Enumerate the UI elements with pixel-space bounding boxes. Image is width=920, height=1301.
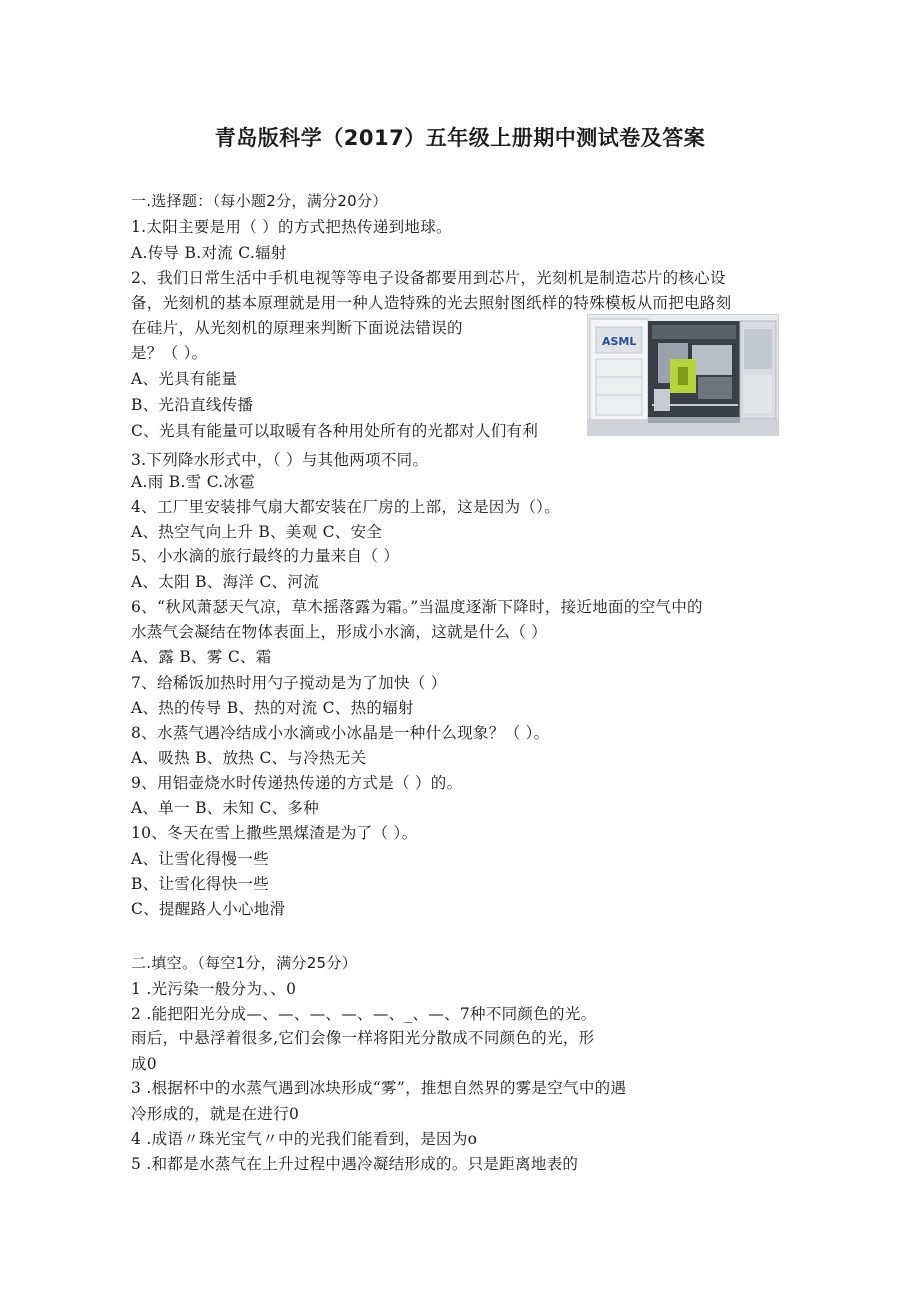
- lithography-machine-icon: [588, 315, 778, 435]
- options-line: A、吸热 B、放热 C、与冷热无关: [131, 749, 367, 767]
- question-line: 是？（ ）。: [131, 344, 208, 362]
- options-line: A、让雪化得慢一些: [131, 850, 269, 868]
- options-line: A、太阳 B、海洋 C、河流: [131, 573, 319, 591]
- options-line: A、单一 B、未知 C、多种: [131, 799, 319, 817]
- fill-line: 雨后，中悬浮着很多,它们会像一样将阳光分散成不同颜色的光，形: [131, 1029, 595, 1047]
- question-line: 1.太阳主要是用（ ）的方式把热传递到地球。: [131, 218, 452, 236]
- page-title: 青岛版科学（2017）五年级上册期中测试卷及答案: [214, 126, 706, 150]
- options-line: A、露 B、雾 C、霜: [131, 648, 272, 666]
- options-line: A、光具有能量: [131, 370, 238, 388]
- question-line: 8、水蒸气遇冷结成小水滴或小冰晶是一种什么现象？（ ）。: [131, 724, 550, 742]
- section-heading-fill: 二.填空。（每空1分，满分25分）: [131, 954, 357, 972]
- question-line: 9、用铝壶烧水时传递热传递的方式是（ ）的。: [131, 774, 463, 792]
- options-line: B、光沿直线传播: [131, 396, 254, 414]
- options-line: C、光具有能量可以取暖有各种用处所有的光都对人们有利: [131, 422, 539, 440]
- question-line: 在硅片，从光刻机的原理来判断下面说法错误的: [131, 319, 463, 337]
- section-heading-choice: 一.选择题：（每小题2分，满分20分）: [131, 192, 388, 210]
- fill-line: 3 .根据杯中的水蒸气遇到冰块形成“雾”，推想自然界的雾是空气中的遇: [131, 1079, 627, 1097]
- fill-line: 成0: [131, 1055, 157, 1073]
- question-line: 4、工厂里安装排气扇大都安装在厂房的上部，这是因为（）。: [131, 498, 561, 516]
- question-line: 水蒸气会凝结在物体表面上，形成小水滴，这就是什么（ ）: [131, 623, 548, 641]
- lithography-machine-image: [587, 314, 779, 436]
- options-line: A.传导 B.对流 C.辐射: [131, 244, 287, 262]
- question-line: 10、冬天在雪上撒些黑煤渣是为了（ ）。: [131, 824, 418, 842]
- question-line: 5、小水滴的旅行最终的力量来自（ ）: [131, 547, 400, 565]
- options-line: A、热空气向上升 B、美观 C、安全: [131, 523, 383, 541]
- brand-label: ASML: [602, 335, 637, 348]
- fill-line: 2 .能把阳光分成—、—、—、—、—、_、—、7种不同颜色的光。: [131, 1005, 597, 1023]
- question-line: 6、“秋风萧瑟天气凉，草木摇落露为霜。”当温度逐渐下降时，接近地面的空气中的: [131, 598, 703, 616]
- question-line: 7、给稀饭加热时用勺子搅动是为了加快（ ）: [131, 674, 447, 692]
- options-line: A、热的传导 B、热的对流 C、热的辐射: [131, 699, 414, 717]
- fill-line: 4 .成语〃珠光宝气〃中的光我们能看到，是因为o: [131, 1130, 478, 1148]
- question-line: 3.下列降水形式中，（ ）与其他两项不同。: [131, 451, 429, 469]
- question-line: 2、我们日常生活中手机电视等等电子设备都要用到芯片，光刻机是制造芯片的核心设: [131, 269, 726, 287]
- fill-line: 1 .光污染一般分为、、0: [131, 980, 297, 998]
- options-line: A.雨 B.雪 C.冰雹: [131, 473, 256, 491]
- fill-line: 冷形成的，就是在进行0: [131, 1105, 300, 1123]
- options-line: B、让雪化得快一些: [131, 875, 270, 893]
- question-line: 备，光刻机的基本原理就是用一种人造特殊的光去照射图纸样的特殊模板从而把电路刻: [131, 294, 732, 312]
- options-line: C、提醒路人小心地滑: [131, 900, 286, 918]
- fill-line: 5 .和都是水蒸气在上升过程中遇冷凝结形成的。只是距离地表的: [131, 1155, 579, 1173]
